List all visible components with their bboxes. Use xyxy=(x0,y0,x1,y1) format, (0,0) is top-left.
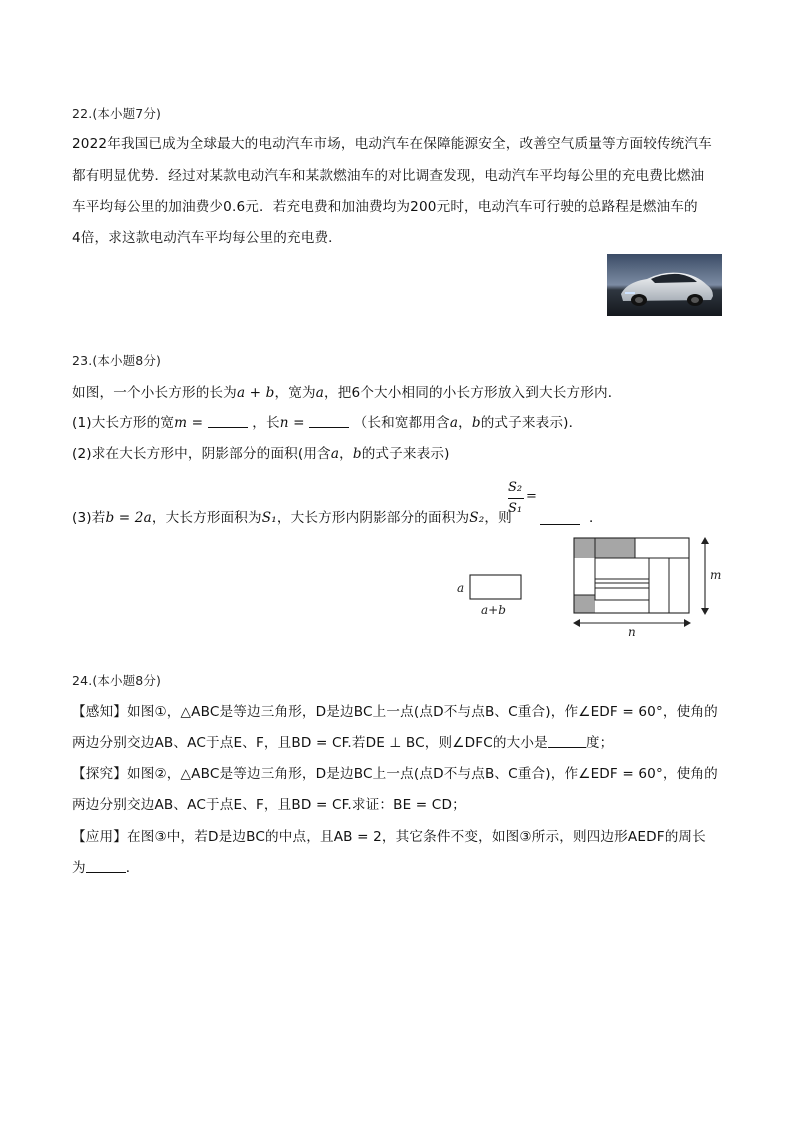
q24-answer-blank-angle[interactable] xyxy=(548,733,586,748)
q24-l6-text-b: ． xyxy=(125,860,140,876)
q23-intro-text-c: ，把6个大小相同的小长方形放入到大长方形内． xyxy=(324,385,622,401)
small-rect-width-label: a+b xyxy=(481,603,506,617)
q23-p2-text-c: 的式子来表示) xyxy=(361,446,450,462)
car-illustration xyxy=(607,254,722,316)
big-rectangle-figure xyxy=(568,532,724,638)
q24-line-5: 【应用】在图③中，若D是边BC的中点，且AB = 2，其它条件不变，如图③所示，则四边形AEDF的周长 xyxy=(72,829,706,845)
q24-line-4: 两边分别交边AB、AC于点E、F，且BD = CF.求证：BE = CD； xyxy=(72,797,466,813)
q23-intro-text-a: 如图，一个小长方形的长为 xyxy=(72,385,237,401)
q23-p1-n: n = xyxy=(279,415,305,431)
small-rectangle xyxy=(470,575,521,599)
q23-part-3 xyxy=(72,508,512,528)
q23-p3-text-d: ，则 xyxy=(484,510,512,526)
q23-p2-text-a: (2)求在大长方形中，阴影部分的面积(用含 xyxy=(72,446,331,462)
q24-line-6 xyxy=(72,858,140,878)
q22-line-3: 车平均每公里的加油费少0.6元．若充电费和加油费均为200元时，电动汽车可行驶的总路程是燃油车的 xyxy=(72,199,698,215)
q23-p1-text-a: (1)大长方形的宽 xyxy=(72,415,175,431)
q23-p2-var-a: a xyxy=(330,446,340,462)
q24-line-1: 【感知】如图①，△ABC是等边三角形，D是边BC上一点(点D不与点B、C重合)，作∠EDF = 60°，使角的 xyxy=(72,704,718,720)
q23-intro-text-b: ，宽为 xyxy=(274,385,316,401)
q23-intro xyxy=(72,383,621,403)
q23-p1-var-b: b xyxy=(471,415,481,431)
q23-answer-blank-n[interactable] xyxy=(309,413,349,428)
q22-line-4: 4倍，求这款电动汽车平均每公里的充电费． xyxy=(72,230,342,246)
q23-p1-var-a: a xyxy=(449,415,459,431)
q23-fraction-bar xyxy=(508,498,524,499)
q23-p1-text-b: ，长 xyxy=(252,415,280,431)
q22-line-1: 2022年我国已成为全球最大的电动汽车市场，电动汽车在保障能源安全，改善空气质量等方面较传统汽车 xyxy=(72,136,712,152)
q23-p3-text-a: (3)若 xyxy=(72,510,106,526)
shaded-region-bottom xyxy=(574,595,595,613)
small-rect-height-label: a xyxy=(457,581,465,595)
q23-p1-text-d: ， xyxy=(458,415,472,431)
q24-line-3: 【探究】如图②，△ABC是等边三角形，D是边BC上一点(点D不与点B、C重合)，作∠EDF = 60°，使角的 xyxy=(72,766,718,782)
q23-p1-text-e: 的式子来表示)． xyxy=(480,415,583,431)
q24-l6-text-a: 为 xyxy=(72,860,86,876)
q24-answer-blank-perimeter[interactable] xyxy=(86,858,126,873)
q23-p3-text-c: ，大长方形内阴影部分的面积为 xyxy=(276,510,470,526)
q23-answer-blank-ratio[interactable] xyxy=(540,510,580,525)
q23-intro-expr: a + b xyxy=(236,385,275,401)
q24-header: 24.(本小题8分) xyxy=(72,673,162,688)
q23-header: 23.(本小题8分) xyxy=(72,353,162,368)
q24-l2-text-a: 两边分别交边AB、AC于点E、F，且BD = CF.若DE ⊥ BC，则∠DFC的大小是 xyxy=(72,735,548,751)
q24-l2-text-b: 度； xyxy=(585,735,614,751)
q23-p3-text-b: ，大长方形面积为 xyxy=(151,510,262,526)
shaded-region-top xyxy=(574,538,635,558)
q24-line-2 xyxy=(72,733,613,753)
small-rectangle-figure xyxy=(450,568,530,620)
q23-p3-condition: b = 2a xyxy=(105,510,152,526)
car-photo xyxy=(607,254,722,316)
q23-fraction-numerator: S₂ xyxy=(508,480,523,495)
q23-intro-var: a xyxy=(315,385,325,401)
big-rect-width-label: n xyxy=(628,625,636,638)
q23-p3-s2: S₂ xyxy=(469,510,485,526)
q23-part-1 xyxy=(72,413,582,433)
q23-p2-var-b: b xyxy=(352,446,362,462)
q23-p3-s1: S₁ xyxy=(261,510,277,526)
q23-p2-text-b: ， xyxy=(339,446,353,462)
q23-fraction-denominator: S₁ xyxy=(508,501,523,516)
q22-line-2: 都有明显优势．经过对某款电动汽车和某款燃油车的对比调查发现，电动汽车平均每公里的充电费比燃油 xyxy=(72,168,705,184)
q23-answer-blank-m[interactable] xyxy=(208,413,248,428)
q23-p3-end: ． xyxy=(589,510,603,526)
q23-p1-text-c: （长和宽都用含 xyxy=(353,415,450,431)
big-rect-height-label: m xyxy=(710,568,722,582)
q22-header: 22.(本小题7分) xyxy=(72,106,162,121)
q23-part-2 xyxy=(72,444,450,464)
q23-p1-m: m = xyxy=(174,415,204,431)
q23-fraction-equals: = xyxy=(526,489,537,504)
